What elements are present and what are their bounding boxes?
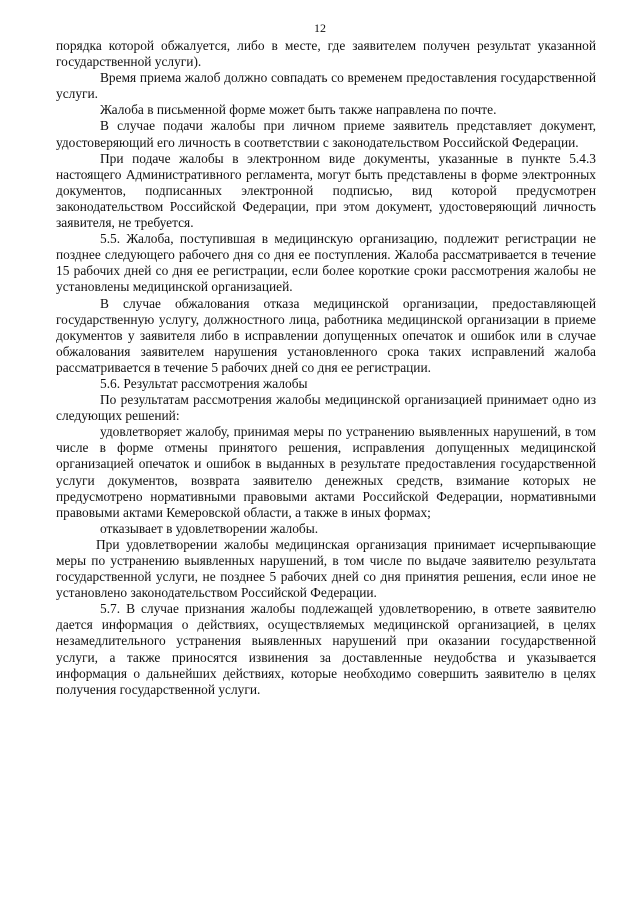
- paragraph-continuation: порядка которой обжалуется, либо в месте, где заявителем получен результат указанной государственной услуги).: [56, 38, 596, 70]
- paragraph-section-5-7: 5.7. В случае признания жалобы подлежащей удовлетворению, в ответе заявителю дается информация о действиях, осуществляемых медицинской организацией, в целях незамедлительного устранения выявленных нарушений при оказании государственной услуги, а также приносятся извинения за доставленные неудобства и указывается информация о дальнейших действиях, которые необходимо совершить заявителю в целях получения государственной услуги.: [56, 601, 596, 697]
- page-number: 12: [314, 21, 326, 35]
- paragraph-decision-refuse: отказывает в удовлетворении жалобы.: [100, 520, 319, 536]
- paragraph-refusal-appeal: В случае обжалования отказа медицинской организации, предоставляющей государственную услугу, должностного лица, работника медицинской организации в приеме документов у заявителя либо в исправлении допущенных опечаток и ошибок или в случае обжалования заявителем нарушения установленного срока таких исправлений жалоба рассматривается в течение 5 рабочих дней со дня ее регистрации.: [56, 295, 596, 375]
- paragraph-decision-satisfy: удовлетворяет жалобу, принимая меры по устранению выявленных нарушений, в том числе в форме отмены принятого решения, исправления допущенных медицинской организацией опечаток и ошибок в выданных в результате предоставления государственной услуги документов, возврата заявителю денежных средств, взимание которых не предусмотрено нормативными правовыми актами Российской Федерации, нормативными правовыми актами Кемеровской области, а также в иных формах;: [56, 424, 596, 520]
- paragraph-reception-time: Время приема жалоб должно совпадать со временем предоставления государственной услуги.: [56, 70, 596, 102]
- paragraph-remedy-measures: При удовлетворении жалобы медицинская организация принимает исчерпывающие меры по устранению выявленных нарушений, в том числе по выдаче заявителю результата государственной услуги, не позднее 5 рабочих дней со дня принятия решения, если иное не установлено законодательством Российской Федерации.: [56, 536, 596, 601]
- paragraph-personal-reception: В случае подачи жалобы при личном приеме заявитель представляет документ, удостоверяющий его личность в соответствии с законодательством Российской Федерации.: [56, 118, 596, 150]
- section-heading-5-6: 5.6. Результат рассмотрения жалобы: [100, 375, 308, 391]
- paragraph-mail-complaint: Жалоба в письменной форме может быть также направлена по почте.: [100, 102, 497, 118]
- paragraph-decision-intro: По результатам рассмотрения жалобы медицинской организацией принимает одно из следующих решений:: [56, 392, 596, 424]
- paragraph-section-5-5: 5.5. Жалоба, поступившая в медицинскую организацию, подлежит регистрации не позднее следующего рабочего дня со дня ее поступления. Жалоба рассматривается в течение 15 рабочих дней со дня ее регистрации, если более короткие сроки рассмотрения жалобы не установлены медицинской организацией.: [56, 231, 596, 295]
- document-body: [56, 38, 596, 698]
- paragraph-electronic-complaint: При подаче жалобы в электронном виде документы, указанные в пункте 5.4.3 настоящего Административного регламента, могут быть представлены в форме электронных документов, подписанных электронной подписью, вид которой предусмотрен законодательством Российской Федерации, при этом документ, удостоверяющий личность заявителя, не требуется.: [56, 150, 596, 231]
